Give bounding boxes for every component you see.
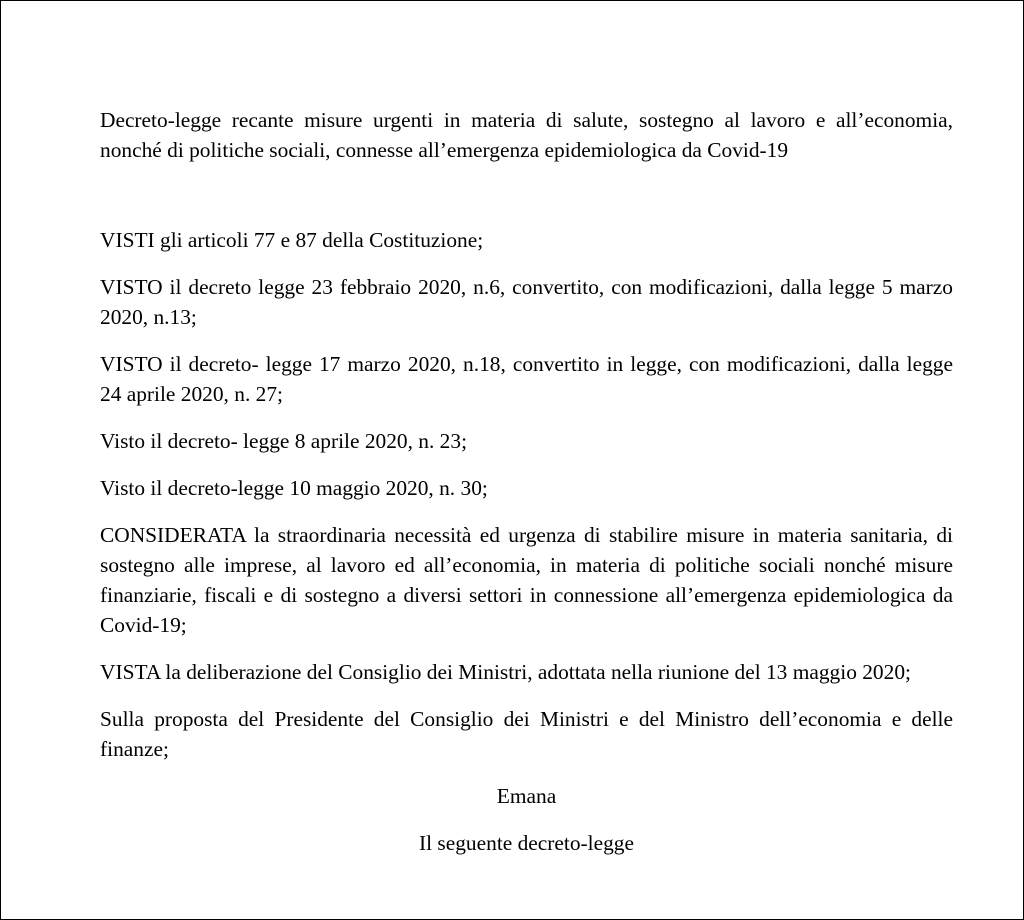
preamble	[100, 225, 953, 764]
closing-line: Il seguente decreto-legge	[419, 831, 634, 855]
preamble-paragraph-visti-costituzione: VISTI gli articoli 77 e 87 della Costituzione;	[100, 228, 484, 252]
preamble-paragraph-considerata: CONSIDERATA la straordinaria necessità ed urgenza di stabilire misure in materia sanitaria, di sostegno alle imprese, al lavoro ed all’economia, in materia di politiche sociali nonché misure finanziarie, fiscali e di sostegno a diversi settori in connessione all’emergenza epidemiologica da Covid-19;	[100, 523, 953, 637]
preamble-paragraph-proposta: Sulla proposta del Presidente del Consiglio dei Ministri e del Ministro dell’economia e delle finanze;	[100, 707, 953, 761]
preamble-paragraph-dl-30-2020: Visto il decreto-legge 10 maggio 2020, n. 30;	[100, 476, 488, 500]
emana-heading: Emana	[496, 784, 557, 808]
preamble-paragraph-deliberazione: VISTA la deliberazione del Consiglio dei Ministri, adottata nella riunione del 13 maggio 2020;	[100, 660, 911, 684]
decree-title: Decreto-legge recante misure urgenti in materia di salute, sostegno al lavoro e all’economia, nonché di politiche sociali, connesse all’emergenza epidemiologica da Covid-19	[100, 108, 953, 162]
preamble-paragraph-dl-18-2020: VISTO il decreto- legge 17 marzo 2020, n.18, convertito in legge, con modificazioni, dalla legge 24 aprile 2020, n. 27;	[100, 352, 953, 406]
preamble-paragraph-dl-6-2020: VISTO il decreto legge 23 febbraio 2020, n.6, convertito, con modificazioni, dalla legge 5 marzo 2020, n.13;	[100, 275, 953, 329]
preamble-paragraph-dl-23-2020: Visto il decreto- legge 8 aprile 2020, n. 23;	[100, 429, 468, 453]
document-body	[100, 105, 953, 875]
